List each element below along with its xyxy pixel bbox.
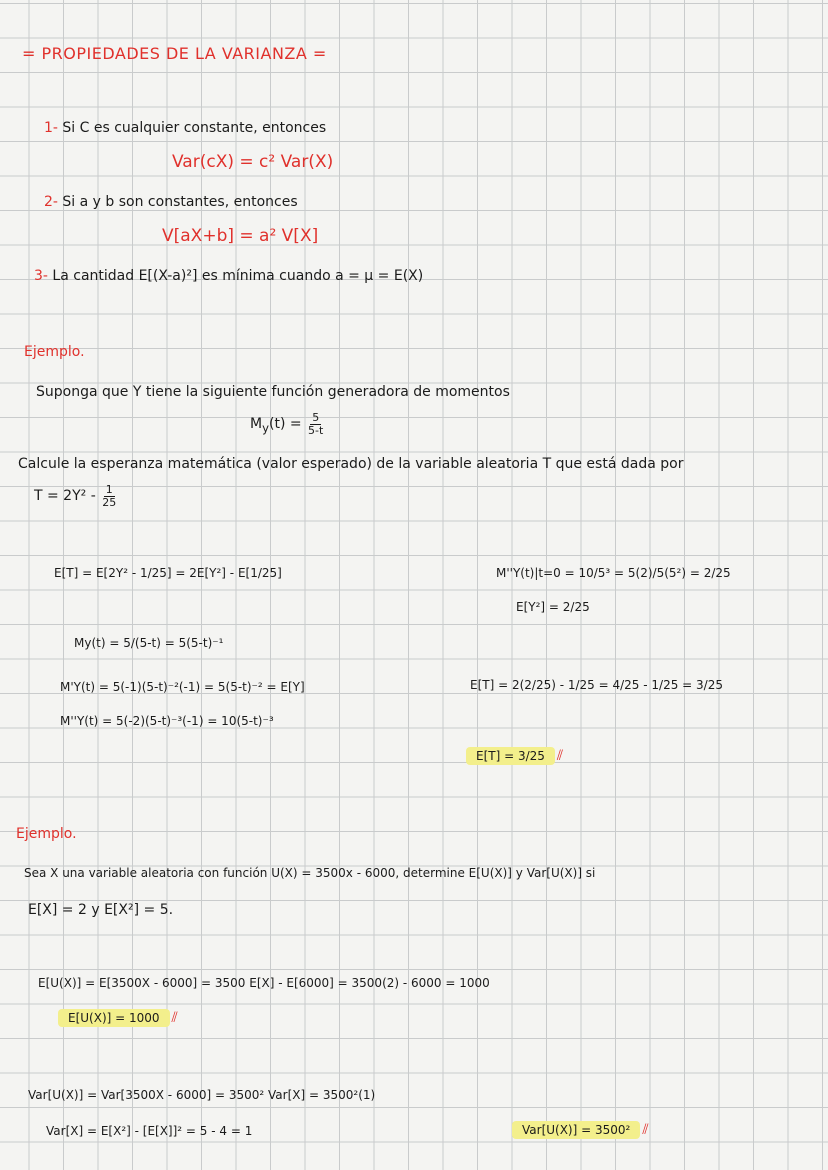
t-def-text: T = 2Y² - — [34, 488, 96, 505]
property-2-formula: V[aX+b] = a² V[X] — [162, 226, 319, 246]
var-x-line: Var[X] = E[X²] - [E[X]]² = 5 - 4 = 1 — [46, 1124, 253, 1138]
example-1-heading: Ejemplo. — [24, 344, 85, 360]
example-1-question: Calcule la esperanza matemática (valor esperado) de la variable aleatoria T que está dada por — [18, 456, 684, 472]
var-highlight: Var[U(X)] = 3500² — [512, 1121, 640, 1139]
example-2-answer-2 — [512, 1122, 649, 1138]
property-3 — [34, 268, 423, 284]
t-def-num: 1 — [105, 483, 113, 496]
property-2 — [44, 194, 298, 210]
property-2-text: Si a y b son constantes, entonces — [62, 194, 298, 210]
example-2-answer-1 — [58, 1010, 178, 1026]
property-3-text: La cantidad E[(X-a)²] es mínima cuando a = μ = E(X) — [52, 268, 424, 284]
evaluation-line: M''Y(t)|t=0 = 10/5³ = 5(2)/5(5²) = 2/25 — [496, 566, 731, 580]
ey2-line: E[Y²] = 2/25 — [516, 600, 590, 614]
answer-mark: ⫽ — [556, 748, 564, 764]
example-2-statement: Sea X una variable aleatoria con función U(X) = 3500x - 6000, determine E[U(X)] y Var[U(X)] si — [24, 866, 596, 880]
property-1-label: 1- — [44, 120, 58, 136]
et-line: E[T] = 2(2/25) - 1/25 = 4/25 - 1/25 = 3/25 — [470, 678, 723, 692]
mgf-num: 5 — [312, 411, 320, 424]
expected-u-line: E[U(X)] = E[3500X - 6000] = 3500 E[X] - E[6000] = 3500(2) - 6000 = 1000 — [38, 976, 490, 990]
var-mark: ⫽ — [642, 1122, 649, 1138]
expectation-line: E[T] = E[2Y² - 1/25] = 2E[Y²] - E[1/25] — [54, 566, 282, 580]
property-1-formula: Var(cX) = c² Var(X) — [172, 152, 334, 172]
example-2-given: E[X] = 2 y E[X²] = 5. — [28, 902, 174, 918]
example-1-answer — [466, 748, 563, 764]
mgf-line: My(t) = 5/(5-t) = 5(5-t)⁻¹ — [74, 636, 224, 650]
example-2-heading: Ejemplo. — [16, 826, 77, 842]
t-def-fraction — [102, 484, 116, 508]
page-title: = PROPIEDADES DE LA VARIANZA = — [22, 44, 327, 63]
second-derivative-line: M''Y(t) = 5(-2)(5-t)⁻³(-1) = 10(5-t)⁻³ — [60, 714, 274, 728]
example-1-statement: Suponga que Y tiene la siguiente función generadora de momentos — [36, 384, 510, 400]
mgf-mid: (t) = — [269, 416, 302, 433]
var-u-line: Var[U(X)] = Var[3500X - 6000] = 3500² Var[X] = 3500²(1) — [28, 1088, 376, 1102]
mgf-m: M — [250, 416, 263, 433]
eu-mark: ⫽ — [171, 1010, 178, 1026]
property-3-label: 3- — [34, 268, 48, 284]
example-1-t-def — [34, 484, 118, 508]
property-1 — [44, 120, 326, 136]
property-2-label: 2- — [44, 194, 58, 210]
mgf-fraction — [308, 412, 323, 436]
answer-highlight: E[T] = 3/25 — [466, 747, 555, 765]
mgf-sub: y — [262, 420, 269, 435]
mgf-den: 5-t — [308, 423, 324, 437]
t-def-den: 25 — [102, 495, 117, 509]
property-1-text: Si C es cualquier constante, entonces — [62, 120, 327, 136]
example-1-mgf — [250, 412, 325, 436]
first-derivative-line: M'Y(t) = 5(-1)(5-t)⁻²(-1) = 5(5-t)⁻² = E[Y] — [60, 680, 305, 694]
eu-highlight: E[U(X)] = 1000 — [58, 1009, 170, 1027]
